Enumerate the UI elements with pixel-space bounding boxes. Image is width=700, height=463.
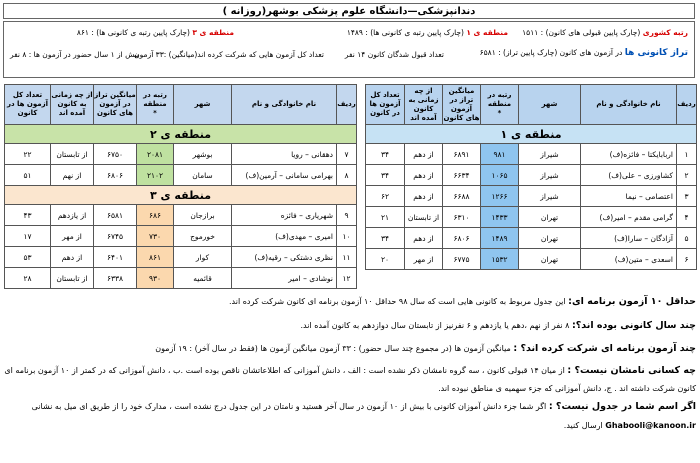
since-cell: از یازدهم [51,205,94,226]
rank-cell: ۲۰۸۱ [137,144,174,165]
exam-count-cell: ۲۰ [366,249,405,270]
taraz-cell: ۶۳۳۸ [94,268,137,289]
city-cell: بوشهر [174,144,232,165]
row-number: ۸ [337,165,357,186]
exam-count-cell: ۱۷ [5,226,51,247]
since-cell: از مهر [405,249,443,270]
table-row [366,207,697,228]
region2-heading: منطقه ی ۲ [5,125,357,144]
note-3 [155,343,696,354]
city-cell: شیراز [519,186,581,207]
row-number: ۱۱ [337,247,357,268]
region1-table [365,84,697,270]
note-1-answer: این جدول مربوط به کانونی هایی است که سال ۹۸ حداقل ۱۰ آزمون برنامه ای کانون شرکت کرده اند. [228,297,566,306]
taraz-cell: ۶۷۴۵ [94,226,137,247]
col-row: ردیف [677,85,697,125]
table-row [5,247,357,268]
note-2 [301,320,696,331]
rank-cell: ۶۸۶ [137,205,174,226]
taraz-cell: ۶۶۸۸ [443,186,481,207]
region3-label: منطقه ی ۳ [192,28,234,37]
summary-header [3,21,695,78]
row-number: ۲ [677,165,697,186]
student-name: گرامی مقدم – امیر(ف) [581,207,677,228]
note-1 [229,296,696,307]
taraz-cell: ۶۸۰۶ [94,165,137,186]
taraz-cell: ۶۷۵۰ [94,144,137,165]
region3-line [77,28,234,37]
national-rank-desc: (چارک پایین قبولی های کانون) : [540,28,641,37]
region23-table [4,84,357,289]
exam-count-cell: ۵۳ [5,247,51,268]
city-cell: برازجان [174,205,232,226]
note-1-question: حداقل ۱۰ آزمون برنامه ای: [568,296,696,307]
since-cell: از مهر [51,226,94,247]
region1-line [347,28,508,37]
note-5-answer: اگر شما جزء دانش آموزان کانونی با بیش از ۱۰ آزمون در سال آخر هستید و نامتان در این جدول درج نشده است ، مدارک خود را از طریق ای میل به نشانی [31,402,547,411]
since-cell: از دهم [405,165,443,186]
col-rank-label: رتبه در منطقه [487,91,512,108]
exam-count-cell: ۳۴ [366,165,405,186]
region1-desc: (چارک پایین رتبه ی کانونی ها) : [365,28,464,37]
student-name: بهرامی سامانی – آرمین(ف) [232,165,337,186]
row-number: ۱۲ [337,268,357,289]
row-number: ۳ [677,186,697,207]
taraz-desc: در آزمون های کانون (چارک پایین تراز) : [498,48,623,57]
region3-body [5,205,357,289]
col-rank [481,85,519,125]
rank-cell: ۱۰۶۵ [481,165,519,186]
col-row: ردیف [337,85,357,125]
since-cell: از دهم [405,144,443,165]
email-link[interactable]: Ghabooli@kanoon.ir [605,421,696,430]
since-cell: از دهم [51,247,94,268]
note-5-question: اگر اسم شما در جدول نیست؟ : [548,401,696,412]
student-name: نوشادی – امیر [232,268,337,289]
since-cell: از تابستان [51,144,94,165]
region3-desc: (چارک پایین رتبه ی کانونی ها) : [91,28,190,37]
exam-count-cell: ۴۳ [5,205,51,226]
note-4-question: چه کسانی نامشان نیست؟ : [567,365,696,376]
city-cell: تهران [519,207,581,228]
col-rank-label: رتبه در منطقه [143,91,167,108]
region1-heading: منطقه ی ۱ [366,125,697,144]
city-cell: تهران [519,228,581,249]
table-row [5,205,357,226]
region3-row [5,186,357,205]
city-cell: قائمیه [174,268,232,289]
table-row [366,144,697,165]
region1-value: ۱۴۸۹ [346,28,363,37]
taraz-value: ۶۵۸۱ [479,48,496,57]
rank-cell: ۷۳۰ [137,226,174,247]
taraz-cell: ۶۸۰۶ [443,228,481,249]
student-name: امیری – مهدی(ف) [232,226,337,247]
note-3-answer: میانگین آزمون ها (در مجموع چند سال حضور) : ۳۳ آزمون میانگین آزمون ها (فقط در سال آخر) : ۱۹ آزمون [155,344,511,353]
student-name: نظری دشتکی – رقیه(ف) [232,247,337,268]
taraz-cell: ۶۷۷۵ [443,249,481,270]
row-number: ۹ [337,205,357,226]
rank-cell: ۱۴۳۳ [481,207,519,228]
col-taraz: میانگین تراز در آزمون های کانون [443,85,481,125]
city-cell: خورموج [174,226,232,247]
col-city: شهر [174,85,232,125]
taraz-line [480,48,688,58]
note-2-answer: ۸ نفر از نهم ،دهم یا یازدهم و ۶ نفرنیز از تابستان سال دوازدهم به کانون آمده اند. [300,321,570,330]
rank-cell: ۱۵۳۲ [481,249,519,270]
student-name: آزادگان – سارا(ف) [581,228,677,249]
note-2-question: چند سال کانونی بوده اند؟: [571,320,696,331]
rank-cell: ۱۴۸۹ [481,228,519,249]
note-4 [4,365,696,376]
region1-body [366,144,697,270]
region3-value: ۸۶۱ [76,28,89,37]
student-name: شهریاری – فائزه [232,205,337,226]
since-cell: از دهم [405,186,443,207]
national-rank-line [522,28,688,37]
rank-cell: ۹۳۰ [137,268,174,289]
region3-heading: منطقه ی ۳ [5,186,357,205]
col-name: نام خانوادگی و نام [232,85,337,125]
row-number: ۷ [337,144,357,165]
city-cell: تهران [519,249,581,270]
student-name: اسعدی – متین(ف) [581,249,677,270]
row-number: ۱ [677,144,697,165]
table-row [5,268,357,289]
exam-count-cell: ۶۲ [366,186,405,207]
col-rank-star: * [497,109,502,117]
col-since: از چه زمانی به کانون آمده اند [405,85,443,125]
city-cell: شیراز [519,165,581,186]
exam-count-cell: ۲۱ [366,207,405,228]
taraz-cell: ۶۸۹۱ [443,144,481,165]
table-row [5,144,357,165]
col-count: تعداد کل آزمون ها در کانون [366,85,405,125]
col-city: شهر [519,85,581,125]
note-5 [32,401,696,412]
rank-cell: ۸۶۱ [137,247,174,268]
row-number: ۴ [677,207,697,228]
note-4-answer: از میان ۱۴ قبولی کانون ، سه گروه نامشان ذکر نشده است : الف ، دانش آموزانی که اطلاعاتشان ناقص بوده است .ب ، دانش آموزانی که در کمتر از ۱۰ آزمون برنامه ای [4,366,565,375]
taraz-label: تراز کانونی ها [624,48,688,58]
table-row [366,186,697,207]
rank-cell: ۱۲۶۶ [481,186,519,207]
col-count: تعداد کل آزمون ها در کانون [5,85,51,125]
rank-cell: ۲۱۰۲ [137,165,174,186]
since-cell: از تابستان [405,207,443,228]
note-4-cont: کانون شرکت داشته اند . ج، دانش آموزانی که جزء سهمیه ی مناطق نبوده اند. [438,384,696,393]
taraz-cell: ۶۵۸۱ [94,205,137,226]
col-taraz: میانگین تراز در آزمون های کانون [94,85,137,125]
exam-count-cell: ۲۸ [5,268,51,289]
taraz-cell: ۶۶۳۴ [443,165,481,186]
table-row [366,249,697,270]
row-number: ۱۰ [337,226,357,247]
page-title: دندانپزشکی—دانشگاه علوم پزشکی بوشهر(روزانه ) [3,3,695,19]
col-rank [137,85,174,125]
exam-count-cell: ۲۲ [5,144,51,165]
note-3-question: چند آزمون برنامه ای شرکت کرده اند؟ : [513,343,696,354]
since-cell: از تابستان [51,268,94,289]
city-cell: شیراز [519,144,581,165]
exam-count-cell: ۳۴ [366,144,405,165]
since-cell: از دهم [405,228,443,249]
student-name: اعتصامی – نیما [581,186,677,207]
region1-label: منطقه ی ۱ [466,28,508,37]
col-since: از چه زمانی به کانون آمده اند [51,85,94,125]
note-5-cont [564,421,696,430]
national-rank-label: رتبه کشوری [642,28,688,37]
rank-cell: ۹۸۱ [481,144,519,165]
since-cell: از نهم [51,165,94,186]
exam-count-cell: ۳۴ [366,228,405,249]
table-row [5,226,357,247]
over-one-year: بیش از ۱ سال حضور در آزمون ها : ۸ نفر [9,50,139,59]
taraz-cell: ۶۳۱۰ [443,207,481,228]
student-name: اربابایکتا – فائزه(ف) [581,144,677,165]
region2-row [5,125,357,144]
student-name: دهقانی – رویا [232,144,337,165]
accepted-count: تعداد قبول شدگان کانون ۱۴ نفر [344,50,444,59]
taraz-cell: ۶۴۰۱ [94,247,137,268]
city-cell: کوار [174,247,232,268]
table-row [366,228,697,249]
city-cell: سامان [174,165,232,186]
table-row [366,165,697,186]
col-rank-star: * [153,109,157,117]
national-rank-value: ۱۵۱۱ [522,28,539,37]
region2-body [5,144,357,186]
student-name: کشاورزی – علی(ف) [581,165,677,186]
col-name: نام خانوادگی و نام [581,85,677,125]
exam-count: تعداد کل آزمون هایی که شرکت کرده اند(میانگین) :۳۳ آزمون [134,50,324,59]
note-5-cont-text: ارسال کنید. [563,421,603,430]
table-row [5,165,357,186]
row-number: ۵ [677,228,697,249]
table-header-row [366,85,697,125]
exam-count-cell: ۵۱ [5,165,51,186]
row-number: ۶ [677,249,697,270]
table-header-row [5,85,357,125]
region1-row [366,125,697,144]
